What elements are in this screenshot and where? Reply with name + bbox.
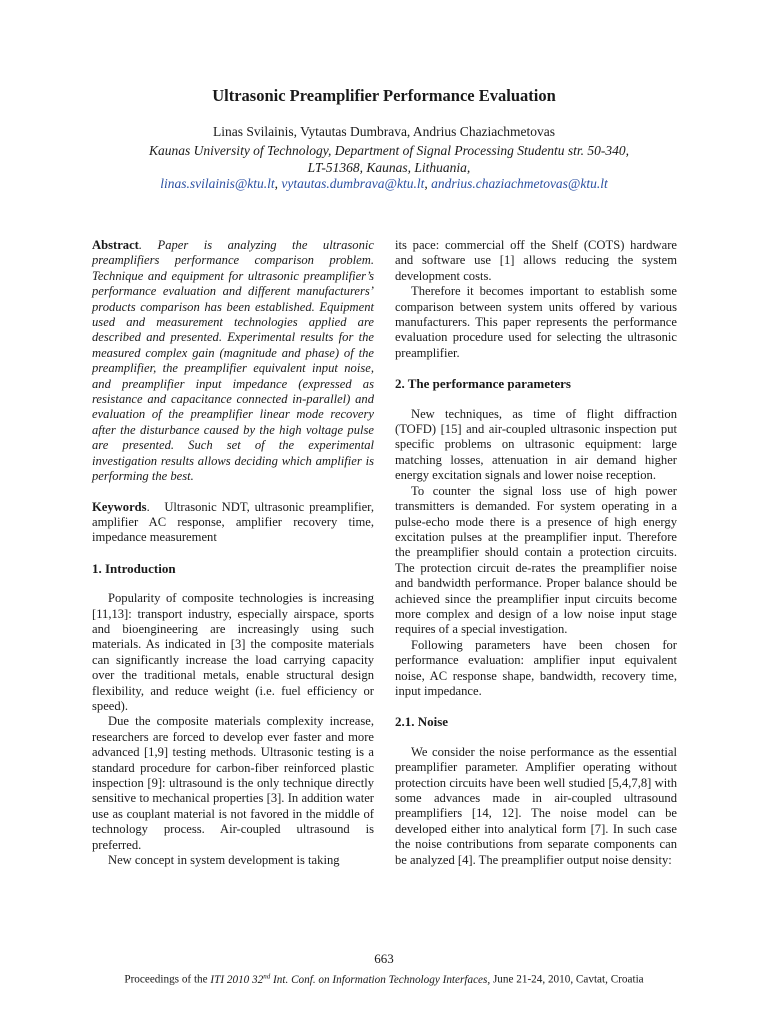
intro-paragraph-3: New concept in system development is taking [108,853,340,868]
intro-paragraph-1: Popularity of composite technologies is increasing [11,13]: transport industry, especially airspace, sports and bioengineering are increasingly using such materials. As indicated in [3] the composite materials can significantly increase the load carrying capacity over the traditional metals, enable structural design flexibility, and reduce weight (i.e. fuel efficiency or speed). [92,591,374,713]
performance-paragraph-3: Following parameters have been chosen for performance evaluation: amplifier input equivalent noise, AC response shape, bandwidth, recovery time, input impedance. [395,637,677,698]
section-heading-noise: 2.1. Noise [395,714,449,730]
author-list: Linas Svilainis, Vytautas Dumbrava, Andrius Chaziachmetovas [212,124,556,139]
footer-conf-a: ITI 2010 32 [210,973,264,986]
footer-conference [210,974,490,986]
email-link-svilainis[interactable]: linas.svilainis@ktu.lt [160,176,275,191]
footer-conf-b: Int. Conf. on Information Technology Interfaces, [270,973,491,986]
email-link-dumbrava[interactable]: vytautas.dumbrava@ktu.lt [281,176,425,191]
affiliation [90,142,688,176]
intro-paragraph-4: Therefore it becomes important to establish some comparison between system units offered by various manufacturers. This paper represents the performance evaluation procedure used for selecting the ultrasonic preamplifier. [395,284,677,360]
paper-title: Ultrasonic Preamplifier Performance Evaluation [212,86,556,105]
abstract-label: Abstract [92,238,139,252]
affiliation-line-2: LT-51368, Kaunas, Lithuania, [307,160,471,175]
performance-paragraph-2: To counter the signal loss use of high power transmitters is demanded. For system operating in a pulse-echo mode there is a presence of high energy excitation pulses at the preamplifier input. Therefore the preamplifier should contain a protection circuits. The protection circuit de-rates the preamplifier noise and bandwidth performance. Proper balance should be achieved since the preamplifier input circuits become more complex and design of a low noise input stage requires of a special investigation. [395,483,677,637]
footer-suffix: June 21-24, 2010, Cavtat, Croatia [490,973,644,986]
page-number: 663 [374,951,394,966]
proceedings-footer [0,972,768,986]
right-column [395,238,677,868]
intro-paragraph-2: Due the composite materials complexity increase, researchers are forced to develop ever faster and more advanced [1,9] testing methods. Ultrasonic testing is a standard procedure for carbon-fiber reinforced plastic inspection [9]: ultrasound is the only technique directly sensitive to mechanical properties [3]. In addition water use as couplant material is not favored in the middle of technology process. Air-coupled ultrasound is preferred. [92,714,374,852]
performance-paragraph-1: New techniques, as time of flight diffraction (TOFD) [15] and air-coupled ultrasonic inspection put specific problems on ultrasonic equipment: large matching losses, attenuation in air demand higher energy excitation signals and lower noise reception. [395,406,677,483]
section-heading-introduction: 1. Introduction [92,560,176,576]
abstract-text: Paper is analyzing the ultrasonic preamplifiers performance comparison problem. Technique and equipment for ultrasonic preamplifier’s performance evaluation and different manufacturers’ products comparison has been established. Equipment used and measurement technologies applied are described and presented. Experimental results for the measured complex gain (magnitude and phase) of the preamplifier, the preamplifier equivalent input noise, and preamplifier input impedance (expressed as resistance and capacitance connected in-parallel) and evaluation of the preamplifier linear mode recovery after the disturbance caused by the high voltage pulse are presented. Such set of the experimental investigation results allows deciding which amplifier is performing the best. [92,238,374,484]
footer-prefix: Proceedings of the [124,973,211,986]
left-column [92,238,374,868]
footer-ordinal: nd [263,972,271,980]
noise-paragraph-1: We consider the noise performance as the essential preamplifier parameter. Amplifier operating without protection circuits have been well studied [5,4,7,8] with some advances made in air-coupled ultrasound preamplifiers [14, 12]. The noise model can be developed either into analytical form [7]. In such case the noise contributions from separate components can be analyzed [4]. The preamplifier output noise density: [395,744,677,867]
email-list: linas.svilainis@ktu.lt, vytautas.dumbrava@ktu.lt, andrius.chaziachmetovas@ktu.lt [160,176,608,191]
keywords-label: Keywords [92,499,147,514]
affiliation-line-1: Kaunas University of Technology, Department of Signal Processing Studentu str. 50-340, [148,143,630,158]
intro-continuation: its pace: commercial off the Shelf (COTS) hardware and software use [1] allows reducing the system development costs. [395,238,677,283]
keywords: Keywords. Ultrasonic NDT, ultrasonic preamplifier, amplifier AC response, amplifier recovery time, impedance measurement [92,499,374,545]
keywords-text: Ultrasonic NDT, ultrasonic preamplifier, amplifier AC response, amplifier recovery time, impedance measurement [92,499,374,545]
abstract: Abstract. Paper is analyzing the ultrasonic preamplifiers performance comparison problem. Technique and equipment for ultrasonic preamplifier’s performance evaluation and different manufacturers’ products comparison has been established. Equipment used and measurement technologies applied are described and presented. Experimental results for the measured complex gain (magnitude and phase) of the preamplifier, the preamplifier equivalent input noise, and preamplifier input impedance (expressed as resistance and capacitance connected in-parallel) and evaluation of the preamplifier linear mode recovery after the disturbance caused by the high voltage pulse are presented. Such set of the experimental investigation results allows deciding which amplifier is performing the best. [92,238,374,484]
section-heading-performance-parameters: 2. The performance parameters [395,376,571,392]
email-link-chaziachmetovas[interactable]: andrius.chaziachmetovas@ktu.lt [431,176,608,191]
